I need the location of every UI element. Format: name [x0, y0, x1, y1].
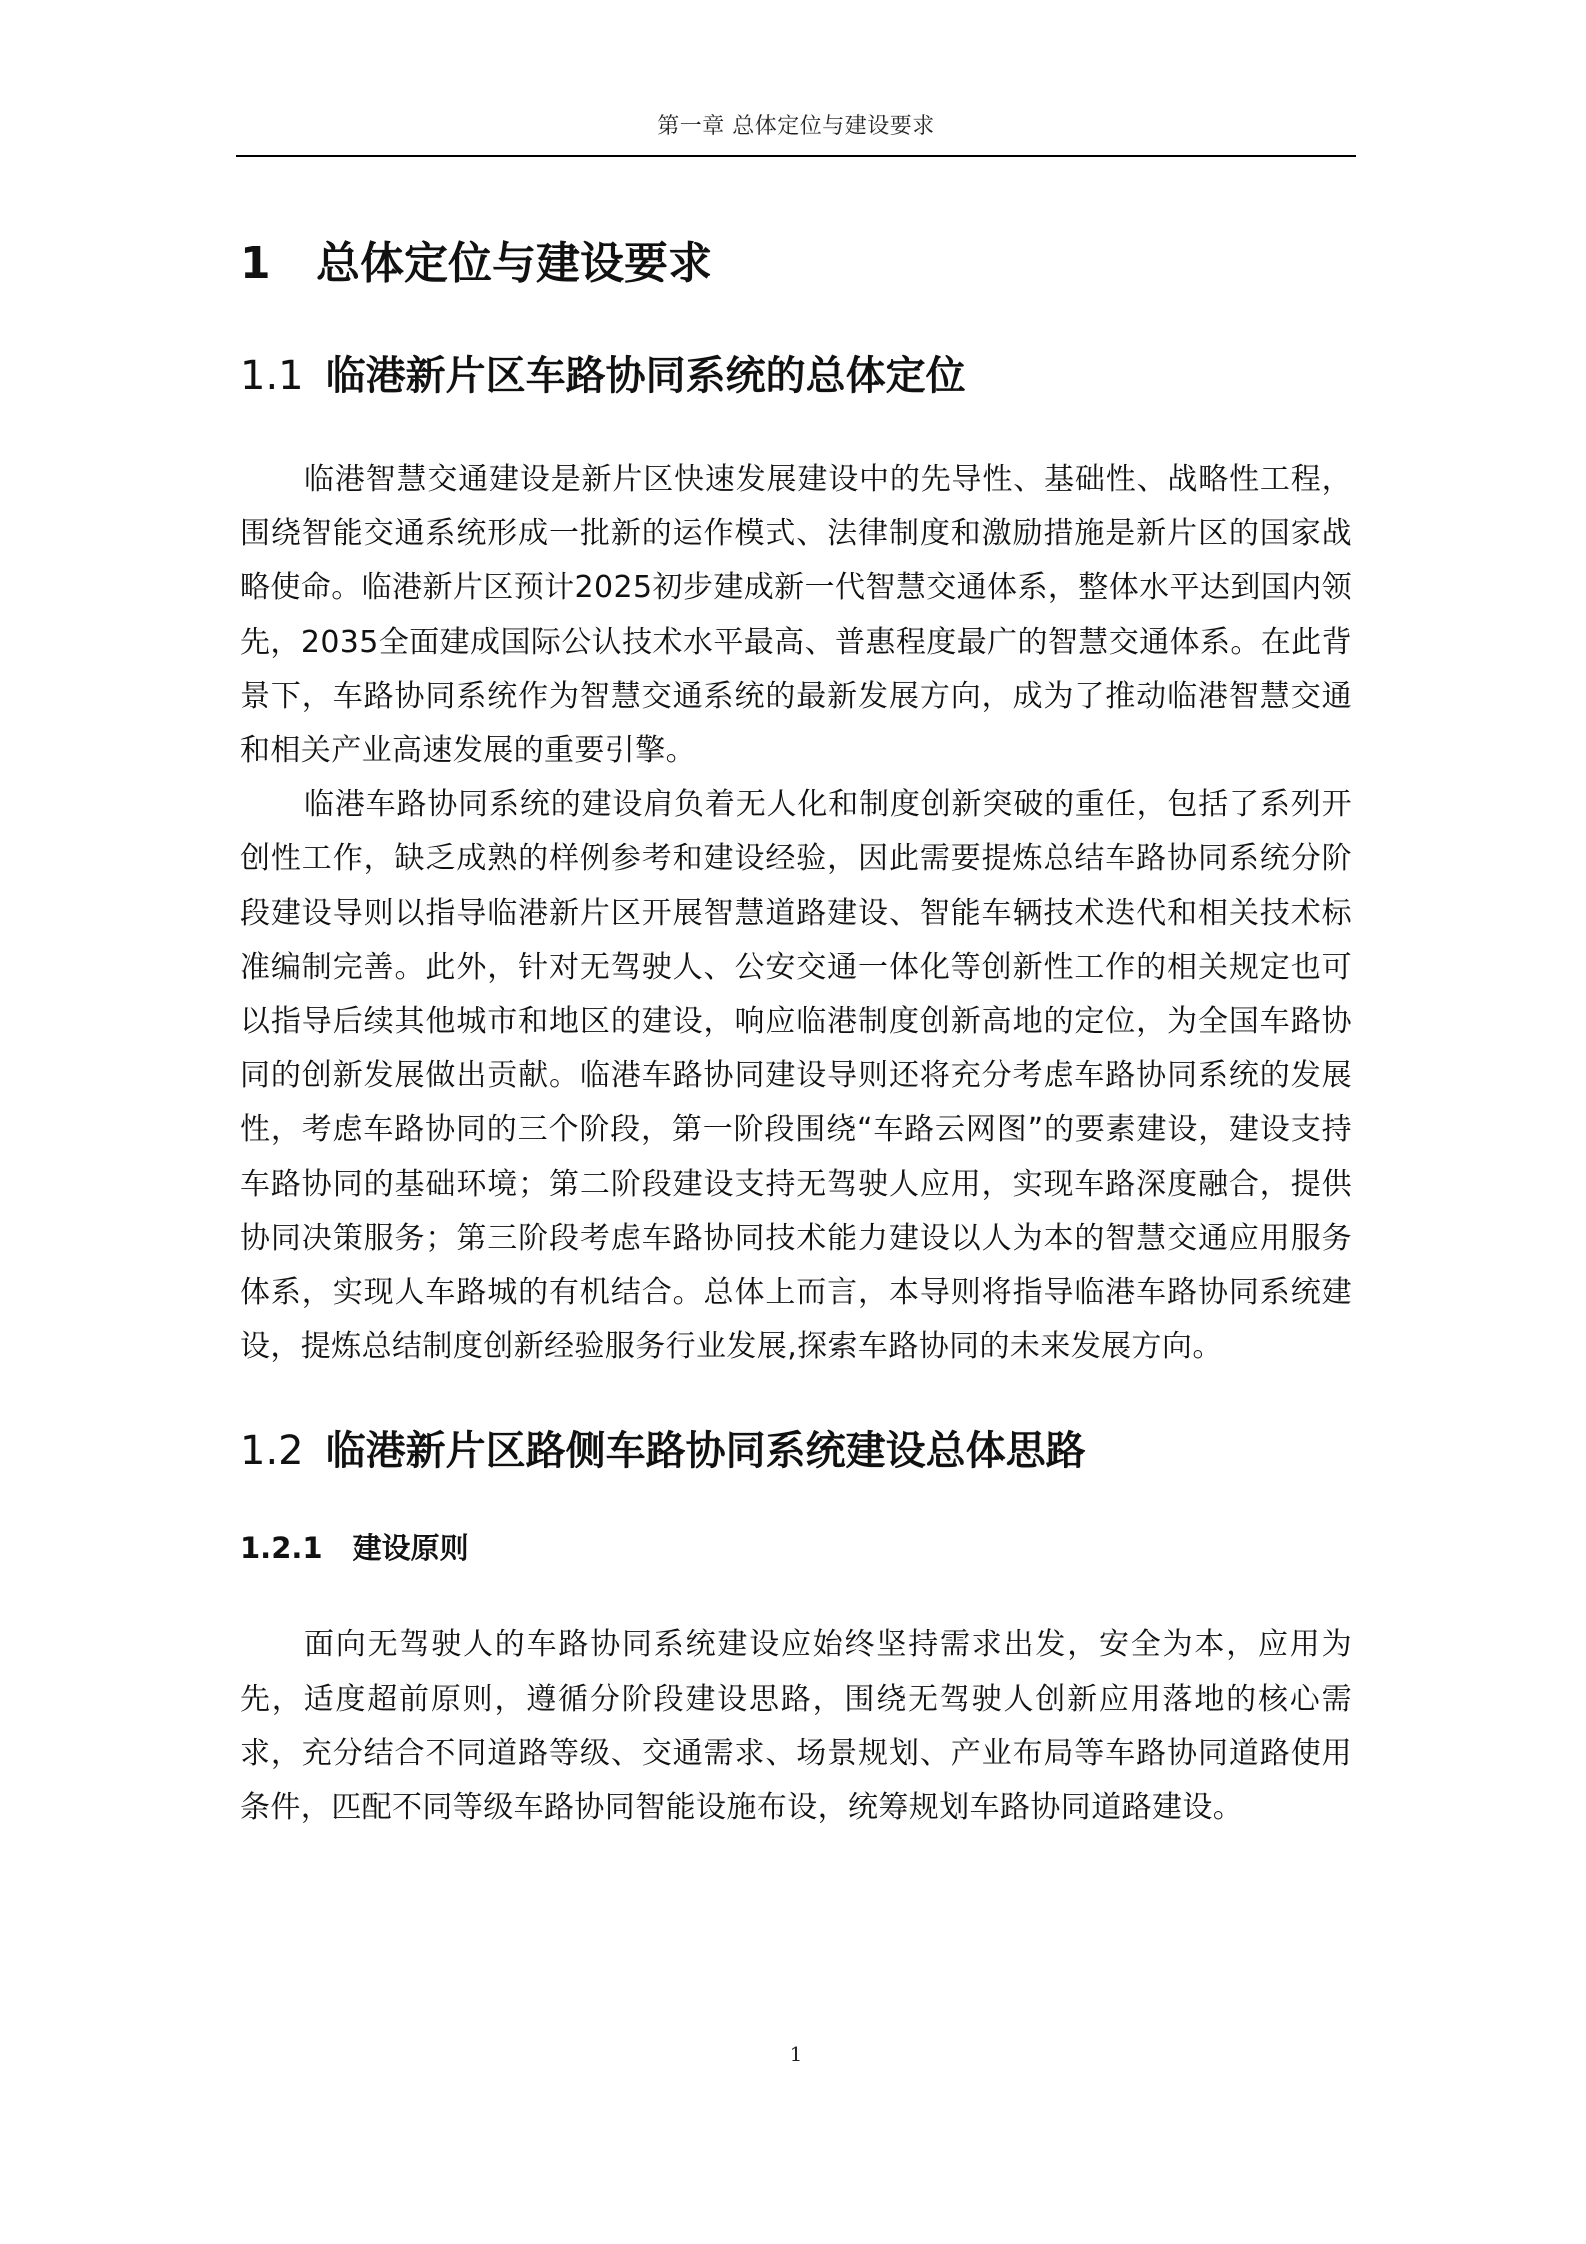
section-1-2-1-title: 建设原则 [352, 1531, 469, 1566]
page-content [240, 232, 1352, 1835]
section-1-2-heading [240, 1421, 1352, 1481]
section-1-2-title: 临港新片区路侧车路协同系统建设总体思路 [325, 1428, 1086, 1475]
section-1-1-title: 临港新片区车路协同系统的总体定位 [325, 353, 966, 399]
page-number: 1 [789, 2042, 803, 2066]
running-header: 第一章 总体定位与建设要求 [657, 114, 935, 139]
section-1-1-heading [240, 346, 1352, 406]
chapter-heading [240, 232, 1352, 296]
chapter-title: 总体定位与建设要求 [316, 238, 712, 289]
section-1-2-1-heading [240, 1526, 1352, 1570]
section-1-2-1-number: 1.2.1 [240, 1531, 323, 1566]
chapter-number: 1 [240, 238, 271, 289]
section-1-2-number: 1.2 [240, 1428, 304, 1475]
paragraph-1-1-a: 临港智慧交通建设是新片区快速发展建设中的先导性、基础性、战略性工程，围绕智能交通系统形成一批新的运作模式、法律制度和激励措施是新片区的国家战略使命。临港新片区预计2025初步建成新一代智慧交通体系，整体水平达到国内领先，2035全面建成国际公认技术水平最高、普惠程度最广的智慧交通体系。在此背景下，车路协同系统作为智慧交通系统的最新发展方向，成为了推动临港智慧交通和相关产业高速发展的重要引擎。 [240, 462, 1352, 769]
paragraph-1-2-1-a: 面向无驾驶人的车路协同系统建设应始终坚持需求出发，安全为本，应用为先，适度超前原则，遵循分阶段建设思路，围绕无驾驶人创新应用落地的核心需求，充分结合不同道路等级、交通需求、场景规划、产业布局等车路协同道路使用条件，匹配不同等级车路协同智能设施布设，统筹规划车路协同道路建设。 [240, 1627, 1352, 1826]
header-rule [236, 155, 1356, 157]
section-1-1-number: 1.1 [240, 353, 304, 399]
paragraph-1-1-b: 临港车路协同系统的建设肩负着无人化和制度创新突破的重任，包括了系列开创性工作，缺乏成熟的样例参考和建设经验，因此需要提炼总结车路协同系统分阶段建设导则以指导临港新片区开展智慧道路建设、智能车辆技术迭代和相关技术标准编制完善。此外，针对无驾驶人、公安交通一体化等创新性工作的相关规定也可以指导后续其他城市和地区的建设，响应临港制度创新高地的定位，为全国车路协同的创新发展做出贡献。临港车路协同建设导则还将充分考虑车路协同系统的发展性，考虑车路协同的三个阶段，第一阶段围绕“车路云网图”的要素建设，建设支持车路协同的基础环境；第二阶段建设支持无驾驶人应用，实现车路深度融合，提供协同决策服务；第三阶段考虑车路协同技术能力建设以人为本的智慧交通应用服务体系，实现人车路城的有机结合。总体上而言，本导则将指导临港车路协同系统建设，提炼总结制度创新经验服务行业发展,探索车路协同的未来发展方向。 [240, 787, 1352, 1365]
